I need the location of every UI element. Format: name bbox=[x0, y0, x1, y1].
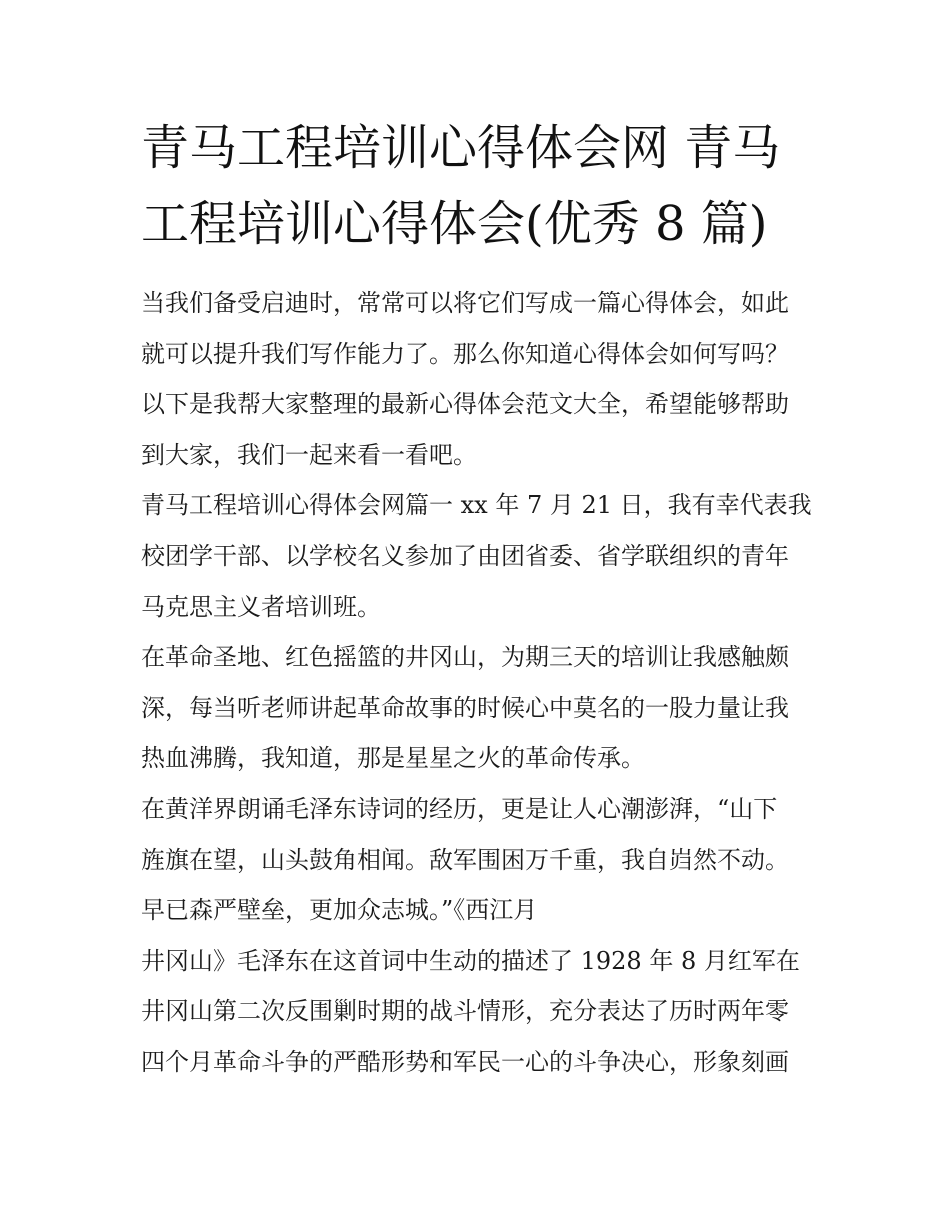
text-line: 深，每当听老师讲起革命故事的时候心中莫名的一股力量让我 bbox=[141, 693, 789, 722]
text-line: 青马工程培训心得体会网篇一 xx 年 7 月 21 日，我有幸代表我 bbox=[141, 491, 812, 520]
text-line: 四个月革命斗争的严酷形势和军民一心的斗争决心，形象刻画 bbox=[141, 1047, 789, 1076]
text-line: 井冈山》毛泽东在这首词中生动的描述了 1928 年 8 月红军在 bbox=[141, 946, 800, 975]
text-line: 马克思主义者培训班。 bbox=[141, 592, 381, 621]
text-line: 当我们备受启迪时，常常可以将它们写成一篇心得体会，如此 bbox=[141, 289, 789, 317]
paragraph-poem-analysis bbox=[141, 936, 821, 1088]
title-line: 青马工程培训心得体会网 青马 bbox=[141, 120, 781, 176]
text-line: 井冈山第二次反围剿时期的战斗情形，充分表达了历时两年零 bbox=[141, 997, 789, 1026]
text-line: 以下是我帮大家整理的最新心得体会范文大全，希望能够帮助 bbox=[141, 390, 789, 419]
document-body bbox=[141, 278, 821, 1088]
paragraph-poem bbox=[141, 784, 821, 936]
paragraph-jinggangshan bbox=[141, 632, 821, 784]
text-line: 就可以提升我们写作能力了。那么你知道心得体会如何写吗？ bbox=[141, 339, 789, 368]
text-line: 校团学干部、以学校名义参加了由团省委、省学联组织的青年 bbox=[141, 541, 789, 570]
paragraph-chapter-one bbox=[141, 480, 821, 632]
text-line: 在黄洋界朗诵毛泽东诗词的经历，更是让人心潮澎湃，“山下 bbox=[141, 794, 778, 823]
text-line: 热血沸腾，我知道，那是星星之火的革命传承。 bbox=[141, 744, 645, 773]
text-line: 早已森严壁垒，更加众志城。”《西江月 bbox=[141, 896, 538, 925]
text-line: 到大家，我们一起来看一看吧。 bbox=[141, 440, 477, 469]
document-title bbox=[141, 110, 831, 262]
text-line: 在革命圣地、红色摇篮的井冈山，为期三天的培训让我感触颇 bbox=[141, 643, 789, 672]
text-line: 旌旗在望，山头鼓角相闻。敌军围困万千重，我自岿然不动。 bbox=[141, 845, 789, 874]
paragraph-intro bbox=[141, 278, 821, 480]
title-line: 工程培训心得体会(优秀 8 篇) bbox=[141, 196, 768, 252]
